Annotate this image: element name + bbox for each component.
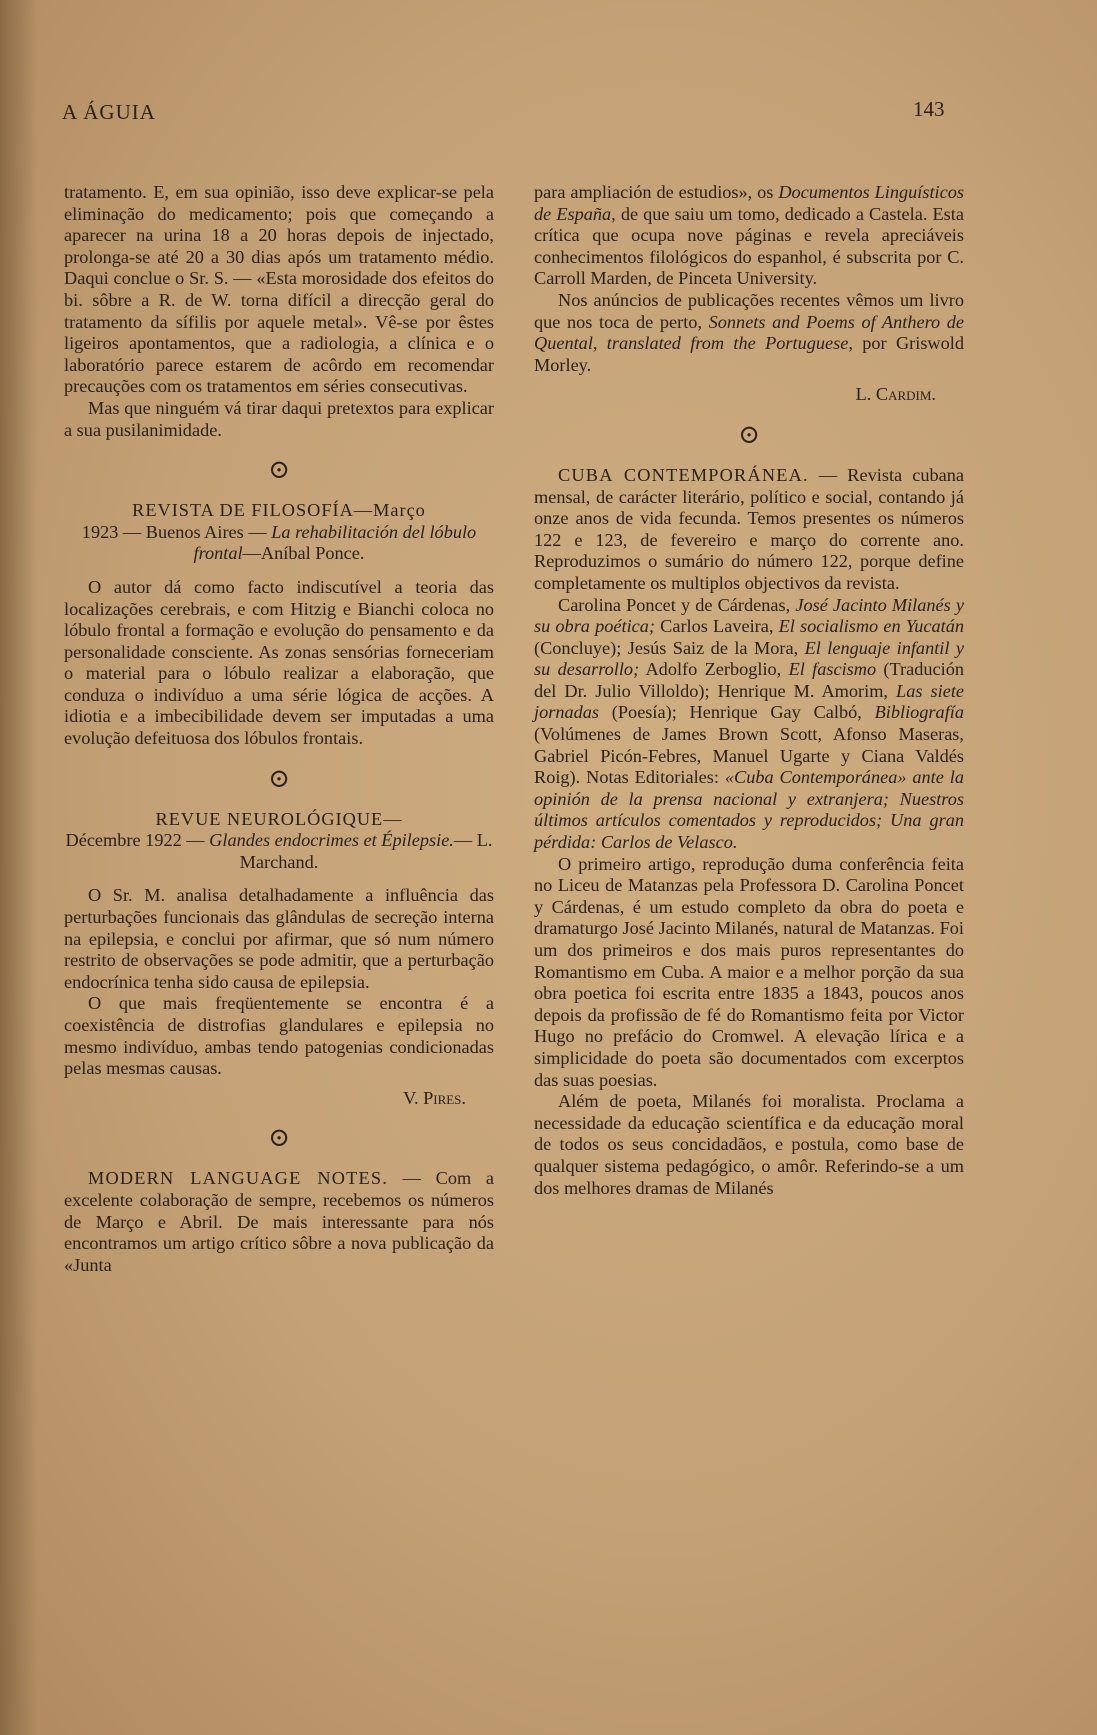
paragraph [534,182,964,290]
paragraph [534,290,964,376]
paragraph: tratamento. E, em sua opinião, isso deve explicar-se pela eliminação do medicamento; pois que começando a aparecer na urina 18 a 20 horas depois de injectado, prolonga-se até 20 a 30 dias após um tratamento médio. Daqui conclue o Sr. S. — «Esta morosidade dos efeitos do bi. sôbre a R. de W. torna difícil a direcção geral do tratamento da sífilis por aquele metal». Vê-se por êstes ligeiros apontamentos, que a radiologia, a clínica e o laboratório parece estarem de acôrdo em recomendar precauções com os tratamentos em séries consecutivas. [64,182,494,397]
running-head: A ÁGUIA [62,100,156,124]
citation-text: 1923 — Buenos Aires — [81,521,272,542]
paragraph-text: por Griswold Morley. [534,333,964,375]
citation-title: La rehabilitación del lóbulo frontal [193,521,477,564]
section-separator: ⊙ [268,763,290,793]
cited-title: «Cuba Contemporánea» ante la opinión de la prensa nacional y extranjera; Nuestros últimos artículos comentados y reproducidos; Una gran pérdida: Carlos de Velasco. [534,767,964,853]
paragraph-text: — Com a excelente colaboração de sempre, recebemos os números de Março e Abril. De mais interessante para nós encontramos um artigo crítico sôbre a nova publicação da «Junta [64,1168,494,1275]
review-heading-filosofia [64,500,494,565]
section-separator: ⊙ [268,1123,290,1153]
page-number: 143 [913,97,945,121]
paragraph: O Sr. M. analisa detalhadamente a influência das perturbações funcionais das glândulas de secreção interna na epilepsia, e conclui por afirmar, que só num número restrito de observações se pode admitir, que a perturbação endocrínica tenha sido causa de epilepsia. [64,885,494,992]
page-edge-shadow [0,0,38,1735]
review-title: REVUE NEUROLÓGIQUE— [155,808,403,829]
paragraph-text: de que saiu um tomo, dedicado a Castela. Esta crítica que ocupa nove páginas e revela apreciáveis conhecimentos filológicos do espanhol, é subscrita por C. Carroll Marden, de Pinceta University. [534,203,964,289]
review-citation [64,522,494,565]
cited-title: Sonnets and Poems of Anthero de Quental, translated from the Portuguese, [534,311,965,354]
paragraph: O primeiro artigo, reprodução duma conferência feita no Liceu de Matanzas pela Professora D. Carolina Poncet y Cárdenas, é um estudo completo da obra do poeta e dramaturgo José Jacinto Milanés, natural de Matanzas. Foi um dos primeiros e dos mais puros representantes do Romantismo em Cuba. A maior e a melhor porção da sua obra poetica foi escrita entre 1835 a 1843, poucos anos depois da profissão de fé do Romantismo feita por Victor Hugo no prefácio do Cromwel. A elevação lírica e a simplicidade do poeta são documentados com excerptos das suas poesias. [534,853,964,1090]
cited-title: Documentos Linguísticos de España, [534,182,964,224]
summary-text: (Tradución del Dr. Julio Villoldo); Henrique M. Amorim, [534,659,964,701]
paragraph-text: — Revista cubana mensal, de carácter literário, político e social, contando já onze anos de vida fecunda. Temos presentes os números 122 e 123, de fevereiro e março do corrente ano. Reproduzimos o sumário do número 122, porque define completamente os multiplos objectivos da revista. [534,464,965,593]
summary-text: Carolina Poncet y de Cárdenas, [558,594,796,615]
section-separator: ⊙ [268,455,290,485]
review-title: REVISTA DE FILOSOFÍA—Março [132,500,426,521]
signature: L. Cardim. [855,384,936,405]
review-heading-neurologique [64,809,494,874]
paragraph: O que mais freqüentemente se encontra é a coexistência de distrofias glandulares e epilepsia no mesmo indivíduo, ambas tendo patogenias condicionadas pelas mesmas causas. [64,993,494,1079]
paragraph: O autor dá como facto indiscutível a teoria das localizações cerebrais, e com Hitzig e Bianchi coloca no lóbulo frontal a formação e evolução do pensamento e da personalidade consciente. As zonas sensórias forneceriam o material para o lóbulo realizar a elaboração, que conduza o indivíduo a uma série lógica de acções. A idiotia e a imbecibilidade devem ser imputadas a uma evolução defeituosa dos lóbulos frontais. [64,576,494,749]
cited-title: El lenguaje infantil y su desarrollo; [534,637,964,680]
left-column [64,182,494,1276]
paragraph-text: para ampliación de estudios», os [534,182,779,202]
summary-text: Adolfo Zerboglio, [639,659,789,680]
citation-text: Décembre 1922 — [65,830,210,851]
cited-title: El socialismo en Yucatán [778,616,965,637]
review-citation [64,830,494,873]
citation-author: —Aníbal Ponce. [242,543,365,564]
signature: V. Pires. [403,1087,466,1108]
summary-text: (Poesía); Henrique Gay Calbó, [599,702,875,723]
paragraph: Mas que ninguém vá tirar daqui pretextos para explicar a sua pusilanimidade. [64,397,494,440]
section-separator: ⊙ [738,419,760,449]
summary-paragraph [534,595,964,854]
paragraph [534,465,964,595]
summary-text: Carlos Laveira, [655,616,779,637]
cited-title: Bibliografía [874,702,964,723]
cited-title: José Jacinto Milanés y su obra poética; [534,594,965,637]
summary-text: (Concluye); Jesús Saiz de la Mora, [534,637,805,658]
cited-title: El fascismo [788,659,877,680]
summary-text: (Volúmenes de James Brown Scott, Afonso Maseras, Gabriel Picón-Febres, Manuel Ugarte y Ciana Valdés Roig). Notas Editoriales: [534,724,964,788]
right-column [534,182,964,1199]
citation-author: — L. Marchand. [239,830,493,872]
citation-title: Glandes endocrimes et Épilepsie. [209,830,454,851]
cited-title: Las siete jornadas [534,680,965,723]
paragraph [64,1168,494,1276]
review-title: MODERN LANGUAGE NOTES. [88,1168,388,1189]
paragraph: Além de poeta, Milanés foi moralista. Proclama a necessidade da educação scientífica e da educação moral de todos os seus concidadãos, e postula, como base de qualquer sistema pedagógico, o amôr. Referindo-se a um dos melhores dramas de Milanés [534,1091,964,1198]
review-title: CUBA CONTEMPORÁNEA. [558,464,809,485]
paragraph-text: Nos anúncios de publicações recentes vêmos um livro que nos toca de perto, [534,289,964,332]
